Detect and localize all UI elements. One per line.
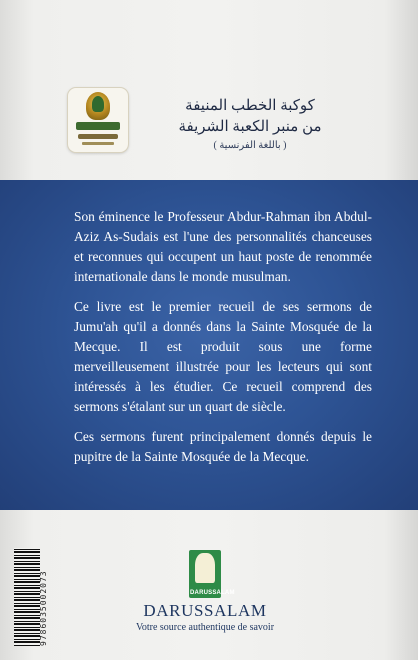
arabic-title-line-1: كوكبة الخطب المنيفة [185,98,315,114]
darussalam-logo-icon [189,550,235,598]
arabic-title-line-2: من منبر الكعبة الشريفة [178,119,322,135]
blurb-paragraph: Son éminence le Professeur Abdur-Rahman ibn Abdul-Aziz As-Sudais est l'une des personnalités chanceuses et reconnues qui occupent un haut poste de renommée internationale dans le monde musulman. [74,209,372,284]
blurb-text [74,207,372,467]
approval-seal-icon [68,88,128,152]
barcode-icon [14,548,40,646]
blurb-paragraph: Ce livre est le premier recueil de ses sermons de Jumu'ah qu'il a donnés dans la Sainte Mosquée de la Mecque. Il est produit sous une forme merveilleusement illustrée pour les lecteurs qui sont intéressés à les étudier. Ce recueil comprend des sermons s'étalant sur un quart de siècle. [74,299,372,414]
seal-band [76,122,120,130]
palm-tree-icon [92,96,104,112]
isbn-number: 9786035002073 [39,570,48,646]
publisher-tagline: Votre source authentique de savoir [135,622,275,633]
blurb-paragraph: Ces sermons furent principalement donnés depuis le pupitre de la Sainte Mosquée de la Mecque. [74,429,372,464]
publisher-name: DARUSSALAM [143,601,267,620]
seal-band [82,142,114,145]
arabic-language-note: ( باللغة الفرنسية ) [213,140,287,151]
seal-band [78,134,118,139]
logo-calligraphy [195,553,215,583]
logo-label: DARUSSALAM [190,590,235,596]
